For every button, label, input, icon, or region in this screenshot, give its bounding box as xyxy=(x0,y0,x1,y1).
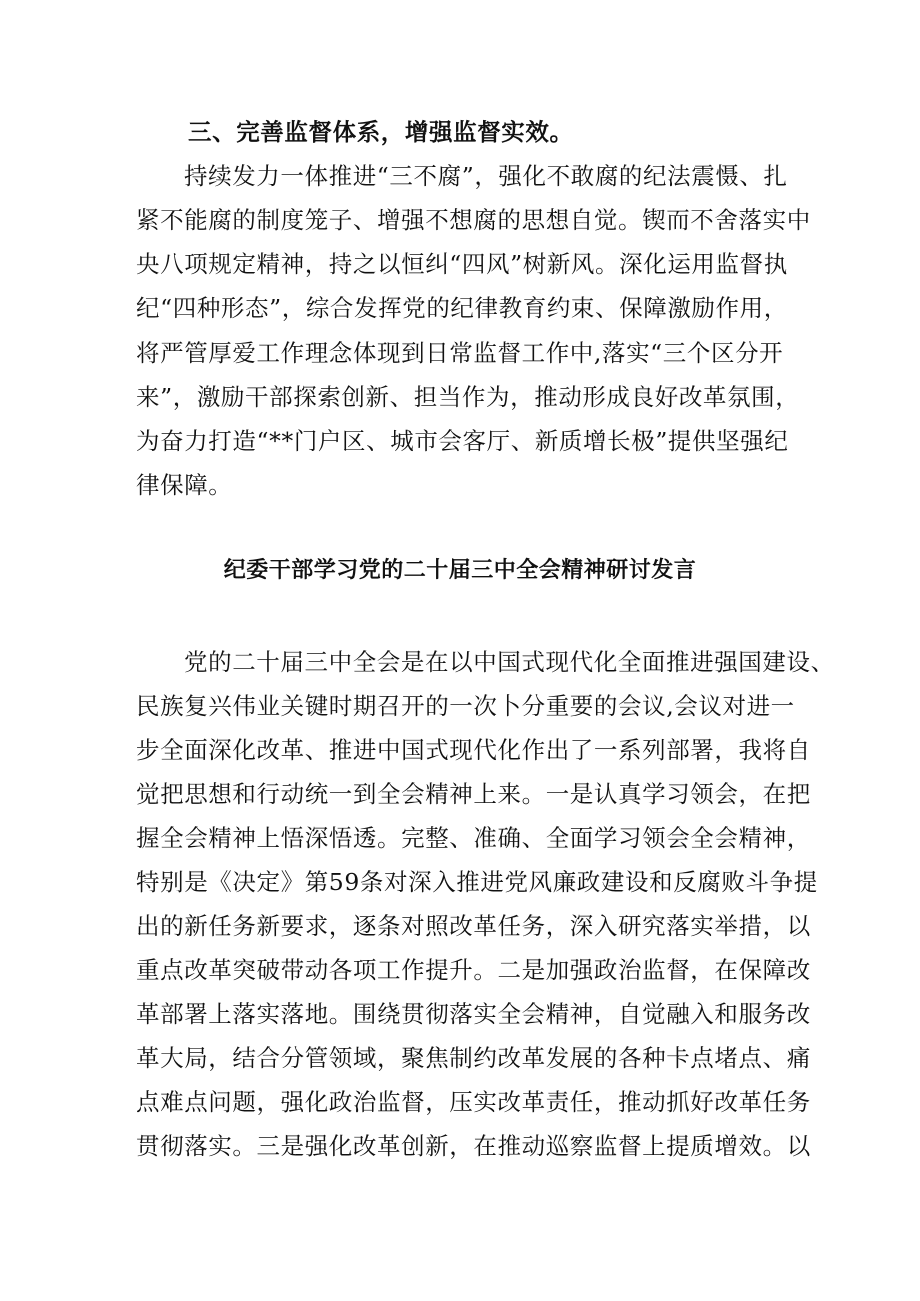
paragraph-line: 持续发力一体推进“三不腐”，强化不敢腐的纪法震慑、扎 xyxy=(184,162,788,190)
paragraph-line: 律保障。 xyxy=(136,471,233,499)
paragraph-line: 重点改革突破带动各项工作提升。二是加强政治监督，在保障改 xyxy=(136,956,811,984)
paragraph-line: 革大局，结合分管领域，聚焦制约改革发展的各种卡点堵点、痛 xyxy=(136,1044,811,1072)
paragraph-line: 央八项规定精神，持之以恒纠“四风”树新风。深化运用监督执 xyxy=(136,250,788,278)
paragraph-line: 出的新任务新要求，逐条对照改革任务，深入研究落实举措，以 xyxy=(136,912,811,940)
paragraph-line: 握全会精神上悟深悟透。完整、准确、全面学习领会全会精神， xyxy=(136,824,811,852)
paragraph-line: 贯彻落实。三是强化改革创新，在推动巡察监督上提质增效。以 xyxy=(136,1132,811,1160)
paragraph-line: 革部署上落实落地。围绕贯彻落实全会精神，自觉融入和服务改 xyxy=(136,1000,811,1028)
paragraph-line: 觉把思想和行动统一到全会精神上来。一是认真学习领会，在把 xyxy=(136,780,811,808)
paragraph-line: 特别是《决定》第59条对深入推进党风廉政建设和反腐败斗争提 xyxy=(136,868,818,896)
section-heading: 三、完善监督体系，增强监督实效。 xyxy=(188,118,574,146)
paragraph-line: 来”，激励干部探索创新、担当作为，推动形成良好改革氛围， xyxy=(136,383,800,411)
document-title: 纪委干部学习党的二十届三中全会精神研讨发言 xyxy=(223,557,697,583)
paragraph-line: 紧不能腐的制度笼子、增强不想腐的思想自觉。锲而不舍落实中 xyxy=(136,206,811,234)
paragraph-line: 民族复兴伟业关键时期召开的一次卜分重要的会议,会议对进一 xyxy=(136,692,795,720)
paragraph-line: 党的二十届三中全会是在以中国式现代化全面推进强国建设、 xyxy=(184,648,835,676)
paragraph-line: 纪“四种形态”，综合发挥党的纪律教育约束、保障激励作用， xyxy=(136,294,788,322)
paragraph-line: 步全面深化改革、推进中国式现代化作出了一系列部署，我将自 xyxy=(136,736,811,764)
paragraph-line: 将严管厚爱工作理念体现到日常监督工作中,落实“三个区分开 xyxy=(136,339,784,367)
paragraph-line: 点难点问题，强化政治监督，压实改革责任，推动抓好改革任务 xyxy=(136,1088,811,1116)
paragraph-line: 为奋力打造“**门户区、城市会客厅、新质增长极”提供坚强纪 xyxy=(136,427,789,455)
